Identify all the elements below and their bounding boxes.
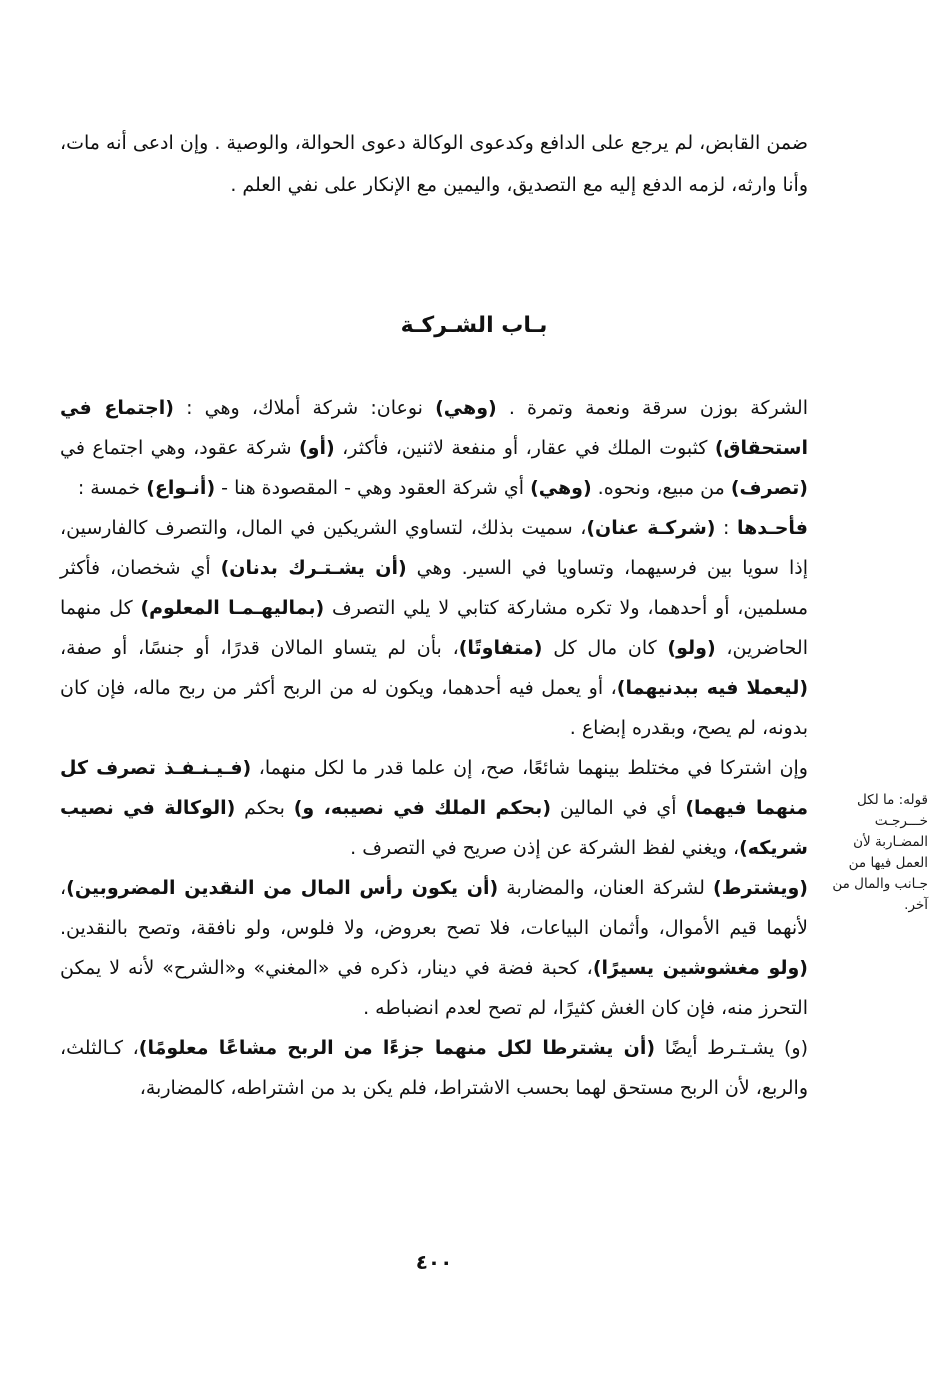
text-run: بحكم (235, 797, 294, 819)
text-run: نوعان: شركة أملاك، وهي : (173, 397, 436, 419)
text-run: كثبوت الملك في عقار، أو منفعة لاثنين، فأكثر، (334, 437, 715, 459)
bold-term: (ولو) (667, 637, 716, 659)
bold-term: (متفاوتًا) (458, 637, 543, 659)
chapter-title: بـاب الشـركـة (400, 313, 548, 338)
bold-term: (أن يشـتـرك بدنان) (220, 557, 407, 579)
text-run: ، أو يعمل فيه أحدهما، ويكون له من الربح أكثر من ربح ماله، فإن كان بدونه، لم يصح، وبقدره إبضاع . (60, 677, 808, 739)
paragraph-2 (60, 508, 808, 748)
bold-term: (بماليهـمـا المعلوم) (140, 597, 325, 619)
text-run: وإن اشتركا في مختلط بينهما شائعًا، صح، إن علما قدر ما لكل منهما، (251, 757, 808, 779)
text-run: لشركة العنان، والمضاربة (498, 877, 714, 899)
bold-term: (أن يشترطا لكل منهما جزءًا من الربح مشاعًا معلومًا) (138, 1037, 656, 1059)
bold-term: (وهي) (530, 477, 592, 499)
text-run: كان مال كل (542, 637, 668, 659)
text-run: ، كحبة فضة في دينار، ذكره في «المغني» و«الشرح» لأنه لا يمكن التحرز منه، فإن كان الغش كثيرًا، لم تصح لعدم انضباطه . (60, 957, 808, 1019)
margin-note: قوله: ما لكل خـــرجـت المضـاربة لأن العمل فيها من جـانب والمال من آخر. (832, 792, 928, 913)
paragraph-3 (60, 748, 808, 868)
text-run: ، بأن لم يتساو المالان قدرًا، أو جنسًا، أو صفة، (60, 637, 459, 659)
paragraph-1 (60, 388, 808, 508)
text-run: أي شركة العقود وهي - المقصودة هنا - (215, 477, 531, 499)
bold-term: (وهي) (435, 397, 497, 419)
paragraph-4 (60, 868, 808, 1028)
text-run: من مبيع، ونحوه. (591, 477, 731, 499)
bold-term: (أنـواع) (146, 477, 216, 499)
bold-term: (ولو مغشوشين يسيرًا) (592, 957, 808, 979)
text-run: كل منهما الحاضرين، (60, 597, 808, 659)
bold-term: (ويشترط) (713, 877, 808, 899)
text-run: شركة عقود، وهي اجتماع في (60, 437, 299, 459)
text-run: (و) يشـتـرط أيضًا (655, 1037, 808, 1059)
text-run: أي في المالين (551, 797, 686, 819)
bold-term: (شركـة عنان) (586, 517, 716, 539)
intro-text-block (60, 122, 808, 206)
text-run: ، سميت بذلك، لتساوي الشريكين في المال، والتصرف كالفارسين، إذا سويا بين فرسيهما، وتساويا في السير. وهي (60, 517, 808, 579)
bold-term: (تصرف) (730, 477, 808, 499)
text-run: : (715, 517, 737, 539)
bold-term: (اجتماع في استحقاق) (60, 397, 808, 459)
bold-term: (أو) (298, 437, 335, 459)
bold-term: (الوكالة في نصيب شريكه) (60, 797, 808, 859)
paragraph-5 (60, 1028, 808, 1108)
text-run: خمسة : (77, 477, 147, 499)
bold-term: فأحـدها (736, 517, 808, 539)
text-run: ، ويغني لفظ الشركة عن إذن صريح في التصرف . (350, 837, 740, 859)
text-run: ، كـالثلث، والربع، لأن الربح مستحق لهما بحسب الاشتراط، فلم يكن بد من اشتراطه، كالمضاربة، (60, 1037, 808, 1099)
intro-paragraph: ضمن القابض، لم يرجع على الدافع وكدعوى الوكالة دعوى الحوالة، والوصية . وإن ادعى أنه مات، وأنا وارثه، لزمه الدفع إليه مع التصديق، واليمين مع الإنكار على نفي العلم . (60, 132, 808, 196)
text-run: ، لأنهما قيم الأموال، وأثمان البياعات، فلا تصح بعروض، ولا فلوس، ولو نافقة، وتصح بالنقدين. (60, 877, 808, 939)
bold-term: (بحكم الملك في نصيبه، و) (293, 797, 552, 819)
bold-term: (فـيـنـفـذ تصرف كل منهما فيهما) (60, 757, 808, 819)
bold-term: (أن يكون رأس المال من النقدين المضروبين) (66, 877, 499, 899)
chapter-body (60, 388, 808, 1108)
page-number: ٤٠٠ (415, 1250, 453, 1274)
text-run: الشركة بوزن سرقة ونعمة وتمرة . (496, 397, 809, 419)
bold-term: (ليعملا فيه ببدنيهما) (616, 677, 809, 699)
text-run: أي شخصان، فأكثر مسلمين، أو أحدهما، ولا تكره مشاركة كتابي لا يلي التصرف (60, 557, 808, 619)
